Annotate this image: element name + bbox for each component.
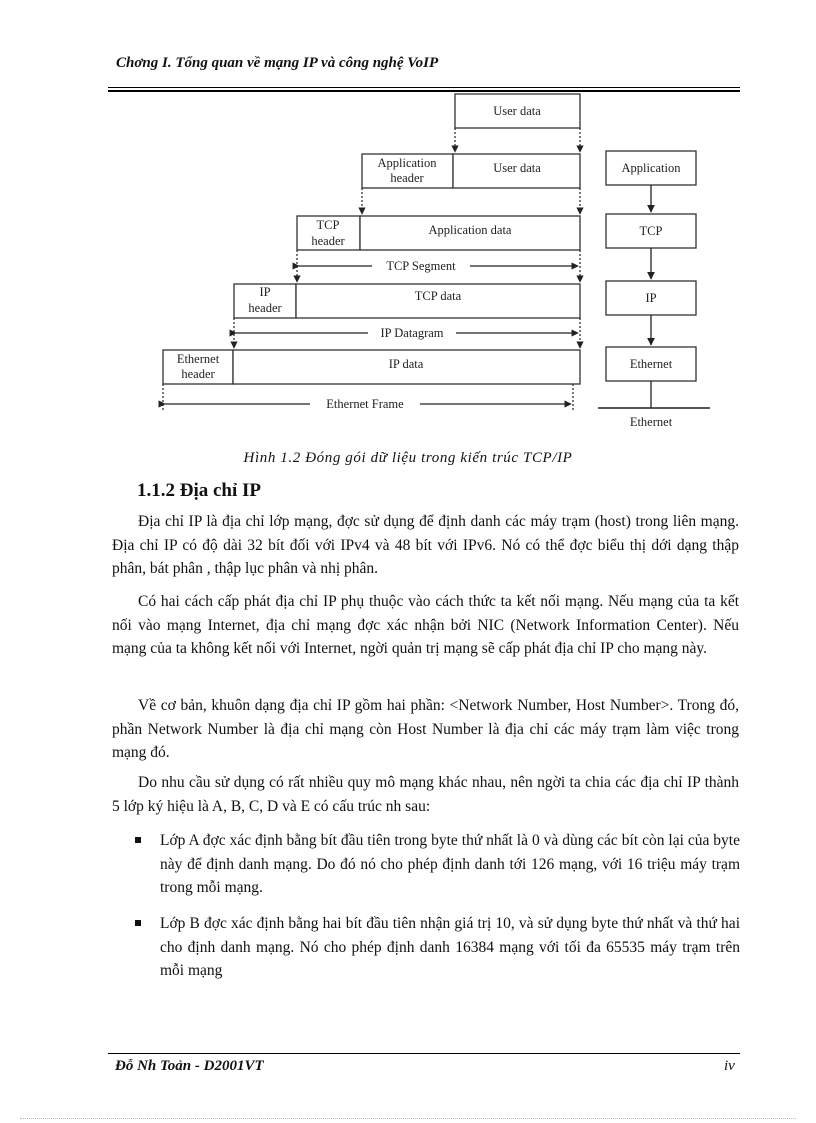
tcp-header-label-1: TCP xyxy=(316,218,340,232)
ip-header-label-1: IP xyxy=(259,285,271,299)
application-header-label-2: header xyxy=(390,171,424,185)
tcp-data-label: TCP data xyxy=(414,289,462,303)
user-data-label: User data xyxy=(493,161,541,175)
ethernet-header-label-2: header xyxy=(181,367,215,381)
footer-rule xyxy=(108,1053,740,1054)
bullet-item-class-b: Lớp B đợc xác định bằng hai bít đầu tiên nhận giá trị 10, và sử dụng byte thứ nhất và thứ hai cho định danh mạng. Nó cho phép định danh 16384 mạng với tối đa 65535 máy trạm trên mỗi mạng xyxy=(160,915,740,979)
bullet-marker xyxy=(135,837,141,843)
stack-tcp-label: TCP xyxy=(639,224,663,238)
user-data-top-label: User data xyxy=(493,104,541,118)
ip-datagram-label: IP Datagram xyxy=(380,326,444,340)
ip-data-label: IP data xyxy=(388,357,424,371)
page-edge-dots xyxy=(20,1118,796,1119)
encapsulation-diagram xyxy=(150,88,710,433)
application-data-label: Application data xyxy=(428,223,512,237)
footer-author: Đỗ Nh Toản - D2001VT xyxy=(115,1058,264,1074)
ethernet-frame-label: Ethernet Frame xyxy=(326,397,404,411)
paragraph-2: Có hai cách cấp phát địa chỉ IP phụ thuộc vào cách thức ta kết nối mạng. Nếu mạng của ta kết nối vào mạng Internet, địa chỉ mạng đợc xác nhận bởi NIC (Network Information Center). Nếu mạng của ta không kết nối với Internet, ngời quản trị mạng sẽ cấp phát địa chỉ IP cho mạng này. xyxy=(112,593,739,657)
stack-application-label: Application xyxy=(621,161,681,175)
figure-caption: Hình 1.2 Đóng gói dữ liệu trong kiến trúc TCP/IP xyxy=(243,450,573,466)
tcp-segment-label: TCP Segment xyxy=(386,259,456,273)
stack-ethernet-label: Ethernet xyxy=(629,357,673,371)
paragraph-1: Địa chỉ IP là địa chỉ lớp mạng, đợc sử dụng để định danh các máy trạm (host) trong liên mạng. Địa chỉ IP có độ dài 32 bít đối với IPv4 và 48 bít với IPv6. Nó có thể đợc biểu thị dới dạng thập phân, bát phân , thập lục phân và nhị phân. xyxy=(112,513,739,577)
ethernet-header-label-1: Ethernet xyxy=(176,352,220,366)
paragraph-4: Do nhu cầu sử dụng có rất nhiều quy mô mạng khác nhau, nên ngời ta chia các địa chỉ IP thành 5 lớp ký hiệu là A, B, C, D và E có cấu trúc nh sau: xyxy=(112,774,739,815)
ethernet-link-label: Ethernet xyxy=(629,415,673,429)
chapter-title: Chơng I. Tổng quan về mạng IP và công nghệ VoIP xyxy=(116,55,439,71)
ip-header-label-2: header xyxy=(248,301,282,315)
paragraph-3: Về cơ bản, khuôn dạng địa chỉ IP gồm hai phần: <Network Number, Host Number>. Trong đó, phần Network Number là địa chỉ mạng còn Host Number là địa chỉ các máy trạm làm việc trong mạng đó. xyxy=(112,697,739,761)
tcp-header-label-2: header xyxy=(311,234,345,248)
application-header-label-1: Application xyxy=(377,156,437,170)
stack-ip-label: IP xyxy=(645,291,657,305)
page-number: iv xyxy=(724,1058,735,1074)
bullet-marker xyxy=(135,920,141,926)
section-heading: 1.1.2 Địa chỉ IP xyxy=(137,480,262,501)
bullet-item-class-a: Lớp A đợc xác định bằng bít đầu tiên trong byte thứ nhất là 0 và dùng các bít còn lại của byte này để định danh mạng. Do đó nó cho phép định danh tới 126 mạng, với 16 triệu máy trạm trong mỗi mạng. xyxy=(160,832,740,896)
